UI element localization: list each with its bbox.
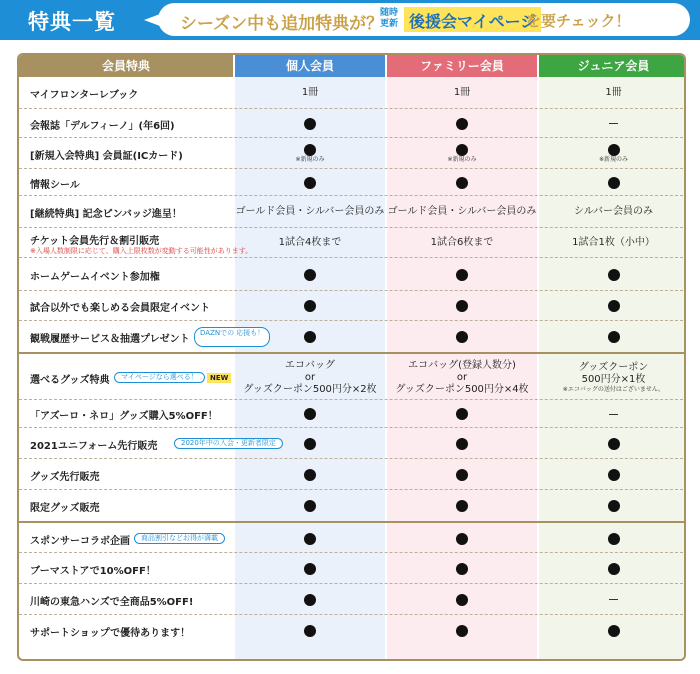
included-dot-icon (608, 469, 620, 481)
cell-text: ゴールド会員・シルバー会員のみ (235, 206, 385, 217)
page-title: 特典一覧 (28, 10, 116, 34)
included-dot-icon (456, 563, 468, 575)
not-included-dash-icon (609, 123, 618, 124)
row-note: ※入場人数制限に応じて、購入上限枚数が変動する可能性があります。 (30, 247, 253, 255)
included-dot-icon (304, 118, 316, 130)
cell-individual (235, 258, 385, 291)
not-included-dash-icon (609, 414, 618, 415)
cell-individual (235, 615, 385, 646)
cell-junior (539, 321, 686, 353)
cell-junior (539, 228, 686, 258)
row-tag: 2020年中の入会・更新者限定 (174, 438, 283, 449)
cell-family (387, 459, 537, 490)
cell-individual (235, 354, 385, 401)
cell-family (387, 291, 537, 321)
bubble-end-text: を要チェック！ (526, 12, 631, 30)
included-dot-icon (608, 563, 620, 575)
cell-subnote: ※新規のみ (295, 155, 325, 163)
cell-individual (235, 490, 385, 522)
table-row (19, 137, 686, 168)
included-dot-icon (456, 469, 468, 481)
row-label: マイフロンターレブック (30, 90, 139, 101)
cell-text: 1試合4枚まで (278, 237, 342, 248)
included-dot-icon (304, 331, 316, 343)
cell-text: 1試合6枚まで (430, 237, 494, 248)
included-dot-icon (608, 269, 620, 281)
row-label: グッズ先行販売 (30, 472, 100, 483)
included-dot-icon (304, 594, 316, 606)
included-dot-icon (456, 438, 468, 450)
column-header-junior: ジュニア会員 (539, 55, 686, 77)
included-dot-icon (304, 533, 316, 545)
row-label: 会報誌「デルフィーノ」(年6回) (30, 121, 175, 132)
included-dot-icon (456, 625, 468, 637)
table-row (19, 168, 686, 195)
cell-subnote: ※新規のみ (447, 155, 477, 163)
row-label: 観戦履歴サービス＆抽選プレゼント (30, 334, 190, 345)
cell-junior (539, 138, 686, 169)
included-dot-icon (608, 533, 620, 545)
row-tag: DAZNでの 応援も！ (194, 327, 270, 347)
cell-individual (235, 321, 385, 353)
column-header-individual: 個人会員 (235, 55, 385, 77)
cell-individual (235, 109, 385, 138)
cell-individual (235, 291, 385, 321)
included-dot-icon (456, 300, 468, 312)
bubble-text: シーズン中も追加特典が？ (180, 14, 384, 34)
included-dot-icon (456, 533, 468, 545)
included-dot-icon (304, 144, 316, 156)
table-row (19, 77, 686, 108)
cell-junior (539, 584, 686, 615)
cell-family (387, 490, 537, 522)
included-dot-icon (304, 408, 316, 420)
included-dot-icon (456, 269, 468, 281)
included-dot-icon (456, 500, 468, 512)
cell-individual (235, 553, 385, 584)
table-row (19, 521, 686, 552)
table-row (19, 290, 686, 320)
row-label: 選べるグッズ特典 (30, 375, 110, 386)
cell-family (387, 428, 537, 459)
cell-text: シルバー会員のみ (573, 206, 654, 217)
cell-individual (235, 138, 385, 169)
table-row (19, 583, 686, 614)
included-dot-icon (608, 144, 620, 156)
cell-line: or (304, 371, 316, 383)
cell-individual (235, 169, 385, 196)
cell-family (387, 228, 537, 258)
cell-individual (235, 196, 385, 228)
included-dot-icon (456, 144, 468, 156)
cell-text: ゴールド会員・シルバー会員のみ (387, 206, 537, 217)
included-dot-icon (304, 625, 316, 637)
column-header-family: ファミリー会員 (387, 55, 537, 77)
row-label: [新規入会特典] 会員証(ICカード) (30, 151, 183, 162)
cell-junior (539, 459, 686, 490)
cell-family (387, 553, 537, 584)
cell-junior (539, 428, 686, 459)
cell-junior (539, 291, 686, 321)
cell-line: グッズクーポン (578, 361, 649, 373)
cell-text: 1冊 (605, 86, 622, 98)
header-bar (0, 0, 700, 40)
cell-individual (235, 428, 385, 459)
cell-individual (235, 400, 385, 428)
row-tag: 商品割引などお得が満載 (134, 533, 225, 544)
table-row (19, 320, 686, 352)
row-label: 川崎の東急ハンズで全商品5%OFF! (30, 597, 194, 608)
cell-junior (539, 400, 686, 428)
included-dot-icon (456, 331, 468, 343)
row-label: [継続特典] 記念ピンバッジ進呈！ (30, 209, 182, 220)
bubble-highlight: 後援会マイページ (404, 7, 541, 32)
cell-individual (235, 228, 385, 258)
included-dot-icon (456, 177, 468, 189)
row-label: サポートショップで優待あります！ (30, 628, 191, 639)
cell-line: エコバッグ (285, 359, 335, 371)
included-dot-icon (608, 300, 620, 312)
table-row (19, 489, 686, 521)
cell-family (387, 523, 537, 554)
cell-individual (235, 459, 385, 490)
cell-line: グッズクーポン500円分×2枚 (243, 383, 377, 395)
included-dot-icon (608, 177, 620, 189)
table-row (19, 427, 686, 458)
row-label: チケット会員先行＆割引販売 (30, 236, 160, 247)
cell-text: 1冊 (301, 86, 319, 98)
cell-family (387, 77, 537, 108)
cell-individual (235, 77, 385, 108)
row-label: 2021ユニフォーム先行販売 (30, 441, 158, 452)
cell-line: エコバッグ(登録人数分) (408, 359, 516, 371)
row-label: ホームゲームイベント参加権 (30, 272, 160, 283)
bubble-small-text: 随時更新 (380, 8, 399, 29)
included-dot-icon (304, 269, 316, 281)
cell-family (387, 109, 537, 138)
row-label: ブーマストアで10%OFF！ (30, 566, 156, 577)
row-tag: マイページなら選べる！ (114, 372, 205, 383)
cell-line: 500円分×1枚 (581, 373, 646, 385)
cell-subnote: ※新規のみ (598, 155, 629, 163)
new-badge: NEW (207, 373, 231, 383)
table-row (19, 614, 686, 645)
included-dot-icon (608, 331, 620, 343)
cell-junior (539, 109, 686, 138)
cell-junior (539, 553, 686, 584)
cell-subnote: ※エコバッグの送付はございません。 (562, 385, 665, 393)
table-row (19, 257, 686, 290)
cell-family (387, 196, 537, 228)
cell-junior (539, 77, 686, 108)
table-row (19, 458, 686, 489)
cell-text: 1冊 (453, 86, 471, 98)
included-dot-icon (608, 500, 620, 512)
included-dot-icon (608, 438, 620, 450)
cell-junior (539, 169, 686, 196)
cell-junior (539, 196, 686, 228)
included-dot-icon (304, 438, 316, 450)
included-dot-icon (456, 594, 468, 606)
speech-bubble (158, 3, 690, 36)
included-dot-icon (304, 500, 316, 512)
benefits-table (17, 53, 686, 661)
cell-junior (539, 354, 686, 401)
cell-family (387, 169, 537, 196)
included-dot-icon (304, 300, 316, 312)
table-row (19, 195, 686, 227)
cell-family (387, 400, 537, 428)
included-dot-icon (304, 563, 316, 575)
cell-individual (235, 584, 385, 615)
included-dot-icon (304, 469, 316, 481)
row-label: 「アズーロ・ネロ」グッズ購入5%OFF！ (30, 411, 218, 422)
row-label: 試合以外でも楽しめる会員限定イベント (30, 303, 210, 314)
included-dot-icon (304, 177, 316, 189)
included-dot-icon (456, 408, 468, 420)
cell-line: グッズクーポン500円分×4枚 (395, 383, 529, 395)
cell-family (387, 258, 537, 291)
cell-family (387, 584, 537, 615)
cell-junior (539, 258, 686, 291)
column-header-benefit: 会員特典 (19, 55, 233, 77)
cell-text: 1試合1枚（小中） (572, 237, 655, 248)
cell-junior (539, 615, 686, 646)
row-label: 情報シール (30, 180, 80, 191)
table-row (19, 552, 686, 583)
cell-line: or (456, 371, 468, 383)
cell-family (387, 138, 537, 169)
included-dot-icon (608, 625, 620, 637)
row-label: 限定グッズ販売 (30, 503, 100, 514)
not-included-dash-icon (609, 599, 618, 600)
cell-family (387, 354, 537, 401)
cell-junior (539, 523, 686, 554)
table-row (19, 352, 686, 399)
cell-family (387, 321, 537, 353)
row-label: スポンサーコラボ企画 (30, 536, 130, 547)
cell-individual (235, 523, 385, 554)
table-row (19, 108, 686, 137)
cell-junior (539, 490, 686, 522)
included-dot-icon (456, 118, 468, 130)
cell-family (387, 615, 537, 646)
table-row (19, 227, 686, 257)
table-row (19, 399, 686, 427)
